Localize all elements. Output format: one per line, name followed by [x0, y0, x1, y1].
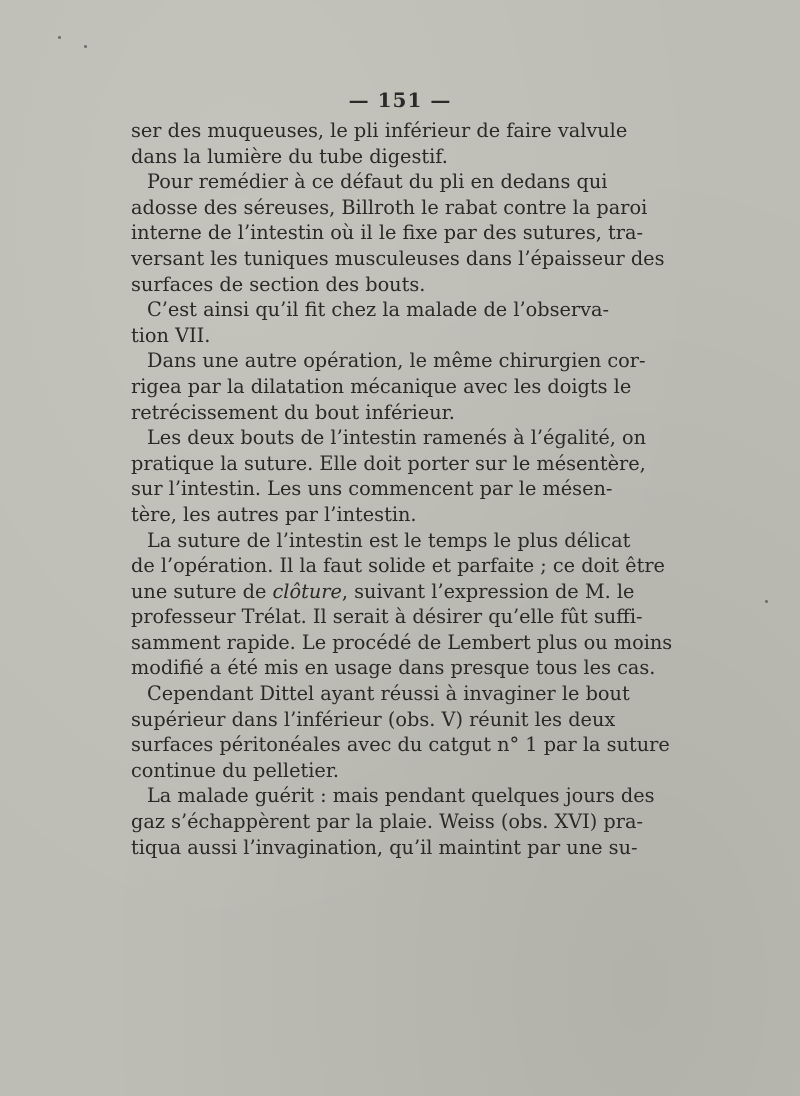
text-line: tère, les autres par l’intestin. — [131, 502, 417, 526]
paper-speck — [765, 600, 768, 603]
text-line: ser des muqueuses, le pli inférieur de faire valvule — [131, 119, 628, 142]
text-line: gaz s’échappèrent par la plaie. Weiss (obs. XVI) pra- — [131, 810, 643, 834]
text-line: Cependant Dittel ayant réussi à invaginer le bout — [147, 682, 630, 706]
italic-term: clôture — [272, 579, 342, 603]
text-line: continue du pelletier. — [131, 758, 340, 782]
text-line: C’est ainsi qu’il fit chez la malade de l’observa- — [147, 298, 610, 322]
paper-speck — [58, 36, 61, 39]
page-body — [131, 118, 673, 860]
text-segment: , suivant l’expression de M. le — [341, 579, 635, 603]
text-line: adosse des séreuses, Billroth le rabat contre la paroi — [131, 195, 648, 219]
text-line: modifié a été mis en usage dans presque tous les cas. — [131, 656, 656, 680]
text-line: surfaces péritonéales avec du catgut n° 1 par la suture — [131, 733, 670, 757]
text-line: rigea par la dilatation mécanique avec les doigts le — [131, 374, 632, 398]
text-line: sur l’intestin. Les uns commencent par le mésen- — [131, 477, 613, 501]
text-line: interne de l’intestin où il le fixe par des sutures, tra- — [131, 221, 643, 245]
text-line: professeur Trélat. Il serait à désirer qu’elle fût suffi- — [131, 605, 643, 629]
text-line: versant les tuniques musculeuses dans l’épaisseur des — [131, 246, 665, 270]
text-line: tion VII. — [131, 323, 211, 347]
text-line: pratique la suture. Elle doit porter sur le mésentère, — [131, 451, 646, 475]
text-line: supérieur dans l’inférieur (obs. V) réunit les deux — [131, 707, 616, 731]
text-line: Dans une autre opération, le même chirurgien cor- — [147, 349, 646, 373]
text-line: tiqua aussi l’invagination, qu’il maintint par une su- — [131, 835, 638, 859]
text-line: Pour remédier à ce défaut du pli en dedans qui — [147, 170, 608, 194]
text-line: dans la lumière du tube digestif. — [131, 144, 448, 168]
text-line: La suture de l’intestin est le temps le plus délicat — [147, 528, 631, 552]
text-line: Les deux bouts de l’intestin ramenés à l’égalité, on — [147, 426, 647, 450]
text-line: samment rapide. Le procédé de Lembert plus ou moins — [131, 630, 673, 654]
text-line: retrécissement du bout inférieur. — [131, 400, 455, 424]
text-line: de l’opération. Il la faut solide et parfaite ; ce doit être — [131, 554, 665, 578]
paper-speck — [84, 45, 87, 48]
page-number: — 151 — — [348, 88, 452, 112]
text-line — [131, 579, 635, 605]
text-line: La malade guérit : mais pendant quelques jours des — [147, 784, 655, 808]
text-segment: une suture de — [131, 579, 273, 603]
text-line: surfaces de section des bouts. — [131, 272, 426, 296]
